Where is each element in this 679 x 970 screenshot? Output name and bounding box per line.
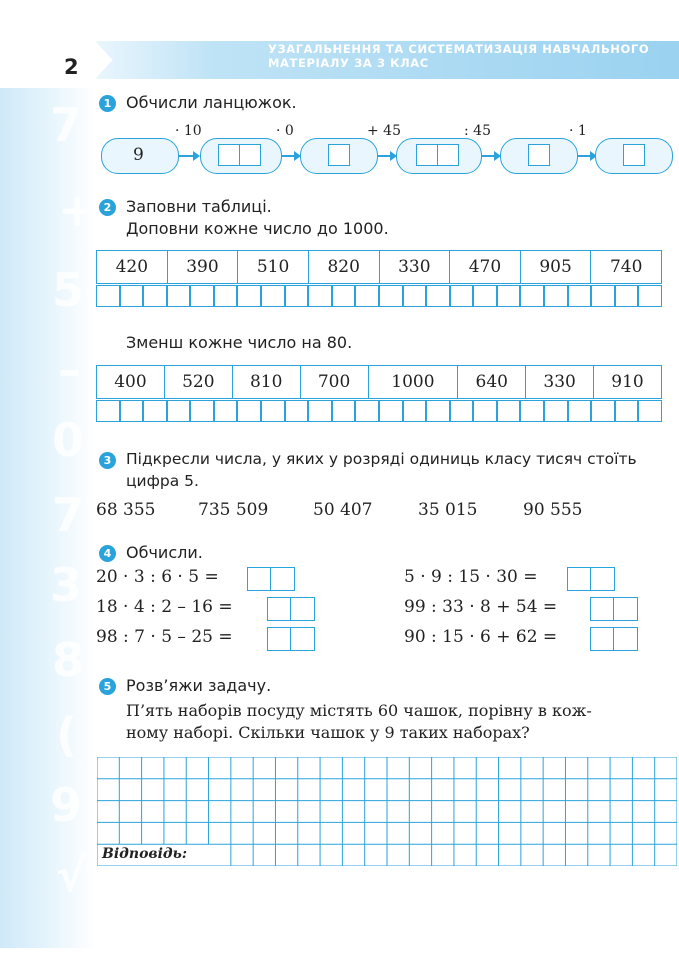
problem-text-line-1: П’ять наборів посуду містять 60 чашок, порівну в кож- (126, 701, 592, 720)
answer-cell[interactable] (638, 285, 662, 307)
answer-cell[interactable] (261, 400, 285, 422)
table-1-cell: 470 (450, 251, 521, 284)
answer-cell[interactable] (143, 285, 167, 307)
answer-cell[interactable] (237, 285, 261, 307)
chain-answer-box[interactable] (528, 144, 550, 166)
chain-cloud-5 (500, 138, 578, 174)
expression-left-2: 18 · 4 : 2 – 16 = (96, 597, 233, 617)
answer-cell[interactable] (261, 285, 285, 307)
decorative-sidebar: 7 + 5 – 0 7 3 8 ( 9 √ (0, 88, 96, 948)
answer-cell[interactable] (120, 400, 144, 422)
task-4-marker: 4 (99, 545, 116, 562)
chain-op-4: : 45 (464, 123, 491, 139)
chain-arrow-5 (577, 155, 591, 157)
expression-right-1: 5 · 9 : 15 · 30 = (404, 567, 538, 587)
expression-left-1: 20 · 3 : 6 · 5 = (96, 567, 219, 587)
answer-cell[interactable] (473, 285, 497, 307)
table-2-cell: 640 (458, 366, 526, 399)
answer-cell[interactable] (544, 285, 568, 307)
chain-answer-box[interactable] (328, 144, 350, 166)
chain-answer-box[interactable] (437, 144, 459, 166)
answer-cell[interactable] (214, 285, 238, 307)
answer-cell[interactable] (473, 400, 497, 422)
answer-cell[interactable] (591, 285, 615, 307)
answer-cell[interactable] (167, 285, 191, 307)
section-header-title (268, 42, 649, 70)
underline-number[interactable]: 35 015 (418, 500, 478, 520)
table-1-cell: 420 (97, 251, 168, 284)
expression-right-3: 90 : 15 · 6 + 62 = (404, 627, 558, 647)
answer-cell[interactable] (285, 285, 309, 307)
task-5-title: Розв’яжи задачу. (126, 676, 272, 695)
task-3-title-line-1: Підкресли числа, у яких у розряді одиниць класу тисяч стоїть (126, 450, 637, 468)
answer-cell[interactable] (450, 400, 474, 422)
expression-answer-box[interactable] (567, 567, 615, 591)
answer-cell[interactable] (520, 400, 544, 422)
answer-cell[interactable] (450, 285, 474, 307)
chain-op-3: + 45 (367, 123, 401, 139)
chain-op-2: · 0 (276, 123, 294, 139)
chain-arrow-4 (481, 155, 495, 157)
task-1-marker: 1 (99, 95, 116, 112)
table-1-cell: 330 (379, 251, 450, 284)
answer-cell[interactable] (520, 285, 544, 307)
table-1-cell: 740 (591, 251, 662, 284)
answer-cell[interactable] (403, 400, 427, 422)
task-1-title: Обчисли ланцюжок. (126, 93, 297, 112)
chain-answer-box[interactable] (239, 144, 261, 166)
answer-cell[interactable] (308, 285, 332, 307)
underline-number[interactable]: 735 509 (198, 500, 269, 520)
answer-cell[interactable] (615, 285, 639, 307)
task-2-subtitle-2: Зменш кожне число на 80. (126, 333, 353, 352)
answer-cell[interactable] (214, 400, 238, 422)
table-1-cell: 390 (167, 251, 238, 284)
answer-cell[interactable] (379, 285, 403, 307)
underline-number[interactable]: 50 407 (313, 500, 373, 520)
section-header-line-1: УЗАГАЛЬНЕННЯ ТА СИСТЕМАТИЗАЦІЯ НАВЧАЛЬНОГО (268, 42, 650, 56)
chain-arrow-1 (178, 155, 194, 157)
answer-cell[interactable] (379, 400, 403, 422)
expression-answer-box[interactable] (590, 627, 638, 651)
task-5-marker: 5 (99, 678, 116, 695)
answer-cell[interactable] (568, 285, 592, 307)
task-3-title-line-2: цифра 5. (126, 472, 199, 490)
answer-cell[interactable] (96, 285, 120, 307)
table-2-numbers (96, 365, 662, 399)
answer-cell[interactable] (308, 400, 332, 422)
answer-cell[interactable] (190, 285, 214, 307)
answer-cell[interactable] (497, 400, 521, 422)
answer-cell[interactable] (426, 400, 450, 422)
chain-answer-box[interactable] (416, 144, 438, 166)
table-2-cell: 330 (526, 366, 594, 399)
answer-cell[interactable] (120, 285, 144, 307)
underline-number[interactable]: 68 355 (96, 500, 156, 520)
answer-cell[interactable] (615, 400, 639, 422)
answer-cell[interactable] (167, 400, 191, 422)
chain-op-5: · 1 (569, 123, 587, 139)
answer-cell[interactable] (237, 400, 261, 422)
answer-cell[interactable] (426, 285, 450, 307)
chain-cloud-4 (396, 138, 482, 174)
task-3-marker: 3 (99, 452, 116, 469)
answer-label: Відповідь: (102, 846, 188, 862)
answer-cell[interactable] (285, 400, 309, 422)
table-2-cell: 810 (232, 366, 300, 399)
task-2-title: Заповни таблиці. (126, 197, 272, 216)
chain-cloud-2 (200, 138, 282, 174)
table-1-numbers (96, 250, 662, 284)
chain-cloud-6 (595, 138, 673, 174)
table-2-answer-row[interactable] (96, 400, 662, 422)
task-2-marker: 2 (99, 199, 116, 216)
expression-answer-box[interactable] (267, 627, 315, 651)
table-2-cell: 910 (594, 366, 662, 399)
answer-cell[interactable] (497, 285, 521, 307)
answer-cell[interactable] (544, 400, 568, 422)
section-header-line-2: МАТЕРІАЛУ ЗА 3 КЛАС (268, 56, 429, 70)
problem-text-line-2: ному наборі. Скільки чашок у 9 таких наборах? (126, 723, 530, 742)
expression-answer-box[interactable] (590, 597, 638, 621)
table-1-cell: 905 (520, 251, 591, 284)
answer-cell[interactable] (638, 400, 662, 422)
table-1-cell: 820 (308, 251, 379, 284)
table-1-answer-row[interactable] (96, 285, 662, 307)
table-2-cell: 400 (97, 366, 165, 399)
expression-answer-box[interactable] (267, 597, 315, 621)
table-2-cell: 520 (164, 366, 232, 399)
expression-left-3: 98 : 7 · 5 – 25 = (96, 627, 233, 647)
chain-start-value: 9 (133, 145, 144, 165)
underline-number[interactable]: 90 555 (523, 500, 583, 520)
task-2-subtitle-1: Доповни кожне число до 1000. (126, 219, 389, 238)
answer-cell[interactable] (332, 285, 356, 307)
answer-cell[interactable] (403, 285, 427, 307)
task-4-title: Обчисли. (126, 543, 203, 562)
page-number: 2 (64, 55, 79, 79)
chain-arrow-2 (281, 155, 295, 157)
answer-cell[interactable] (96, 400, 120, 422)
chain-answer-box[interactable] (623, 144, 645, 166)
answer-cell[interactable] (355, 400, 379, 422)
answer-cell[interactable] (591, 400, 615, 422)
chain-arrow-3 (377, 155, 391, 157)
answer-cell[interactable] (355, 285, 379, 307)
answer-cell[interactable] (332, 400, 356, 422)
answer-cell[interactable] (568, 400, 592, 422)
chain-start-cloud (101, 138, 179, 174)
answer-cell[interactable] (143, 400, 167, 422)
chain-answer-box[interactable] (218, 144, 240, 166)
chain-cloud-3 (300, 138, 378, 174)
table-2-cell: 1000 (368, 366, 458, 399)
chain-op-1: · 10 (175, 123, 202, 139)
table-1-cell: 510 (238, 251, 309, 284)
expression-right-2: 99 : 33 · 8 + 54 = (404, 597, 558, 617)
expression-answer-box[interactable] (247, 567, 295, 591)
answer-cell[interactable] (190, 400, 214, 422)
table-2-cell: 700 (300, 366, 368, 399)
